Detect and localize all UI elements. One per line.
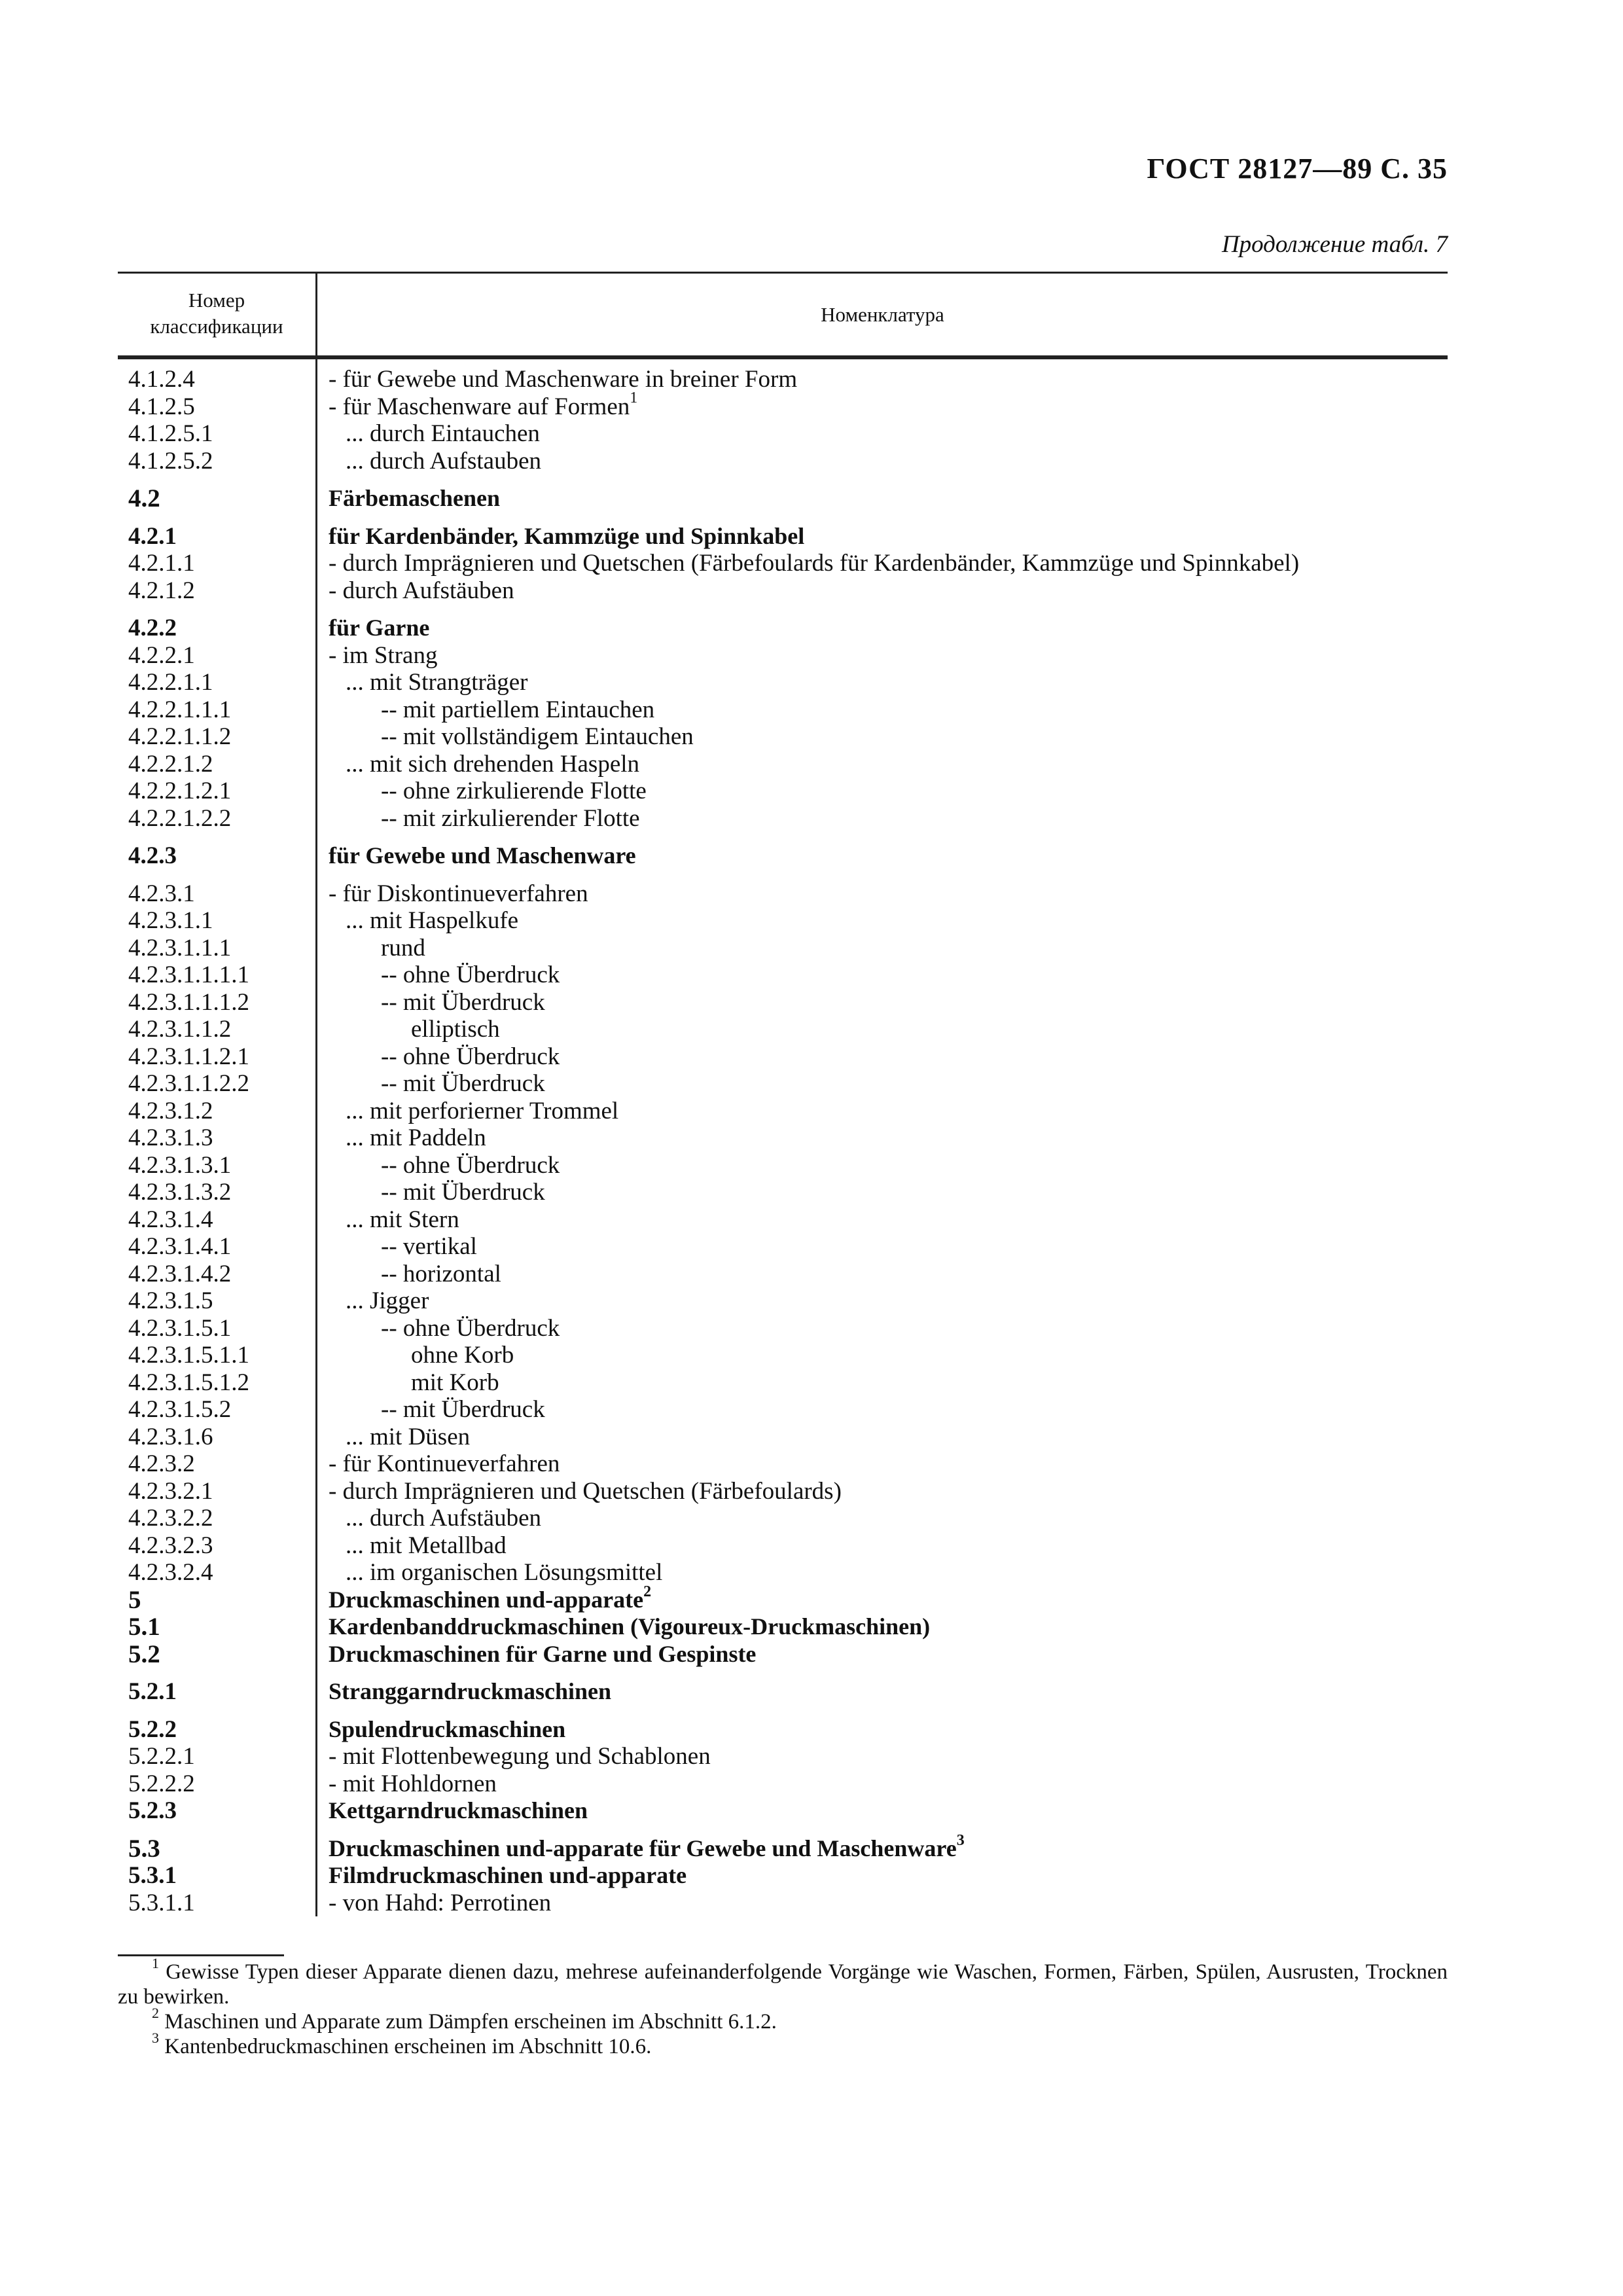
row-spacer (118, 475, 315, 485)
nomenclature-entry (329, 485, 1448, 512)
classification-number: 5.2.3 (128, 1797, 177, 1824)
nomenclature-entry (329, 1641, 1448, 1668)
nomenclature-text: für Kardenbänder, Kammzüge und Spinnkabel (329, 522, 805, 549)
classification-number: 5.2.2.2 (128, 1770, 195, 1797)
nomenclature-entry (329, 577, 1448, 605)
row-spacer (329, 1825, 1448, 1835)
nomenclature-entry (329, 1016, 1448, 1043)
footnotes (118, 1955, 1448, 2059)
classification-number: 4.2.3.1.1.2.1 (128, 1043, 249, 1070)
footnote-divider (118, 1954, 284, 1956)
nomenclature-text: - mit Hohldornen (329, 1770, 497, 1797)
classification-number: 4.2.3.1.5.1.1 (128, 1342, 249, 1369)
nomenclature-entry (329, 1862, 1448, 1890)
nomenclature-entry (329, 935, 1448, 962)
nomenclature-entry (329, 1613, 1448, 1641)
nomenclature-text: -- mit Überdruck (381, 1396, 545, 1423)
classification-number: 4.2.3.1.5 (128, 1287, 213, 1314)
classification-number: 4.2.2.1.2.1 (128, 778, 232, 804)
nomenclature-text: - für Kontinueverfahren (329, 1450, 560, 1477)
nomenclature-entry (329, 1315, 1448, 1342)
nomenclature-entry (329, 1450, 1448, 1478)
classification-number: 4.2.2.1.2.2 (128, 804, 232, 832)
nomenclature-entry (329, 642, 1448, 670)
nomenclature-text: - durch Imprägnieren und Quetschen (Färbefoulards) (329, 1477, 842, 1505)
row-spacer (118, 512, 315, 523)
classification-number: 5 (128, 1585, 141, 1614)
classification-number: 4.2.3.2.4 (128, 1559, 213, 1586)
nomenclature-text: ... mit sich drehenden Haspeln (346, 750, 640, 778)
nomenclature-text: ... mit Metallbad (346, 1532, 507, 1559)
nomenclature-entry (329, 615, 1448, 642)
nomenclature-entry (329, 1831, 1448, 1863)
nomenclature-entry (329, 448, 1448, 475)
nomenclature-entry (329, 1678, 1448, 1706)
nomenclature-entry (329, 550, 1448, 577)
nomenclature-text: -- mit vollständigem Eintauchen (381, 723, 694, 750)
footnote (118, 2005, 1448, 2034)
nomenclature-text: Färbemaschenen (329, 485, 500, 511)
nomenclature-entry (329, 907, 1448, 935)
row-spacer (329, 475, 1448, 485)
nomenclature-entry (329, 1070, 1448, 1098)
nomenclature-text: - durch Imprägnieren und Quetschen (Färbefoulards für Kardenbänder, Kammzüge und Spinnkabel) (329, 550, 1300, 577)
classification-number: 4.2.1 (128, 522, 177, 550)
nomenclature-entry (329, 389, 1448, 421)
nomenclature-text: rund (381, 934, 425, 961)
nomenclature-text: ... mit Düsen (346, 1423, 471, 1450)
nomenclature-text: Stranggarndruckmaschinen (329, 1678, 612, 1704)
nomenclature-text: - für Gewebe und Maschenware in breiner Form (329, 366, 798, 393)
classification-number: 4.2.3.1.6 (128, 1423, 213, 1450)
nomenclature-text: Druckmaschinen und-apparate für Gewebe und Maschenware (329, 1835, 957, 1861)
nomenclature-entry (329, 420, 1448, 448)
classification-number: 5.2.2.1 (128, 1743, 195, 1770)
nomenclature-entry (329, 1424, 1448, 1451)
nomenclature-text: - von Hahd: Perrotinen (329, 1889, 552, 1916)
nomenclature-text: -- ohne Überdruck (381, 1314, 560, 1342)
table-continuation-label: Продолжение табл. 7 (1221, 231, 1448, 258)
classification-table (118, 272, 1448, 1916)
classification-number: 4.2.3.1.5.1 (128, 1314, 232, 1342)
nomenclature-entry (329, 751, 1448, 778)
nomenclature-entry (329, 1342, 1448, 1369)
nomenclature-entry (329, 842, 1448, 870)
row-spacer (118, 1668, 315, 1678)
classification-number: 4.2.1.1 (128, 550, 195, 577)
classification-number: 4.2.3.1.1 (128, 907, 213, 934)
row-spacer (118, 604, 315, 615)
nomenclature-text: - für Diskontinueverfahren (329, 880, 588, 907)
number-column (118, 359, 317, 1916)
classification-number: 4.2.2.1.1.2 (128, 723, 232, 750)
classification-number: 4.2.3.1.3.1 (128, 1151, 232, 1179)
classification-number: 4.2.1.2 (128, 577, 195, 604)
footnote-reference: 1 (630, 389, 638, 407)
nomenclature-text: -- horizontal (381, 1260, 501, 1287)
nomenclature-text: - für Maschenware auf Formen (329, 393, 630, 420)
column-header-number-line2: классификации (150, 314, 283, 338)
classification-number: 4.1.2.5.1 (128, 420, 213, 447)
nomenclature-entry (329, 1179, 1448, 1206)
classification-number: 5.3.1 (128, 1862, 177, 1889)
footnote-mark: 3 (152, 2030, 159, 2046)
nomenclature-text: ... mit Paddeln (346, 1124, 486, 1151)
row-spacer (118, 1706, 315, 1716)
classification-number: 4.2.3.1.5.1.2 (128, 1369, 249, 1396)
nomenclature-entry (329, 1206, 1448, 1234)
classification-number: 4.2.3.1.4.2 (128, 1260, 232, 1287)
footnote (118, 1955, 1448, 2009)
classification-number: 4.2.3.2.2 (128, 1505, 213, 1532)
nomenclature-text: ... mit Stern (346, 1206, 459, 1233)
nomenclature-entry (329, 1478, 1448, 1505)
nomenclature-entry (329, 1396, 1448, 1424)
row-spacer (329, 512, 1448, 523)
nomenclature-text: ... durch Eintauchen (346, 420, 540, 447)
nomenclature-entry (329, 1505, 1448, 1532)
nomenclature-entry (329, 1532, 1448, 1560)
nomenclature-text: Kardenbanddruckmaschinen (Vigoureux-Druckmaschinen) (329, 1613, 931, 1640)
classification-number: 4.2.3.1.3 (128, 1124, 213, 1151)
nomenclature-entry (329, 1716, 1448, 1744)
nomenclature-entry (329, 366, 1448, 393)
nomenclature-text: -- mit Überdruck (381, 1179, 545, 1206)
row-spacer (118, 870, 315, 880)
column-header-nomenclature: Номенклатура (821, 302, 944, 326)
row-spacer (118, 832, 315, 842)
footnote (118, 2030, 1448, 2059)
nomenclature-entry (329, 1152, 1448, 1179)
column-header-number (118, 274, 317, 355)
classification-number: 5.2.1 (128, 1678, 177, 1705)
nomenclature-entry (329, 1369, 1448, 1397)
nomenclature-text: für Gewebe und Maschenware (329, 842, 636, 869)
nomenclature-text: ... Jigger (346, 1287, 429, 1314)
nomenclature-text: für Garne (329, 615, 430, 641)
classification-number: 4.2.3.1.1.1.2 (128, 988, 249, 1016)
nomenclature-text: -- vertikal (381, 1233, 477, 1260)
page-header: ГОСТ 28127—89 С. 35 (1147, 152, 1448, 185)
classification-number: 4.2.3.1.1.1 (128, 934, 232, 961)
classification-number: 4.2.3.1.3.2 (128, 1179, 232, 1206)
classification-number: 4.2.2.1.2 (128, 750, 213, 778)
nomenclature-text: -- mit partiellem Eintauchen (381, 696, 655, 723)
nomenclature-text: ... durch Aufstäuben (346, 1505, 542, 1532)
nomenclature-text: elliptisch (411, 1016, 500, 1043)
footnote-text: Gewisse Typen dieser Apparate dienen dazu, mehrese aufeinanderfolgende Vorgänge wie Waschen, Formen, Färben, Spülen, Ausrusten, Trocknen zu bewirken. (118, 1960, 1448, 2009)
nomenclature-entry (329, 1233, 1448, 1261)
nomenclature-text: Druckmaschinen und-apparate (329, 1586, 644, 1613)
nomenclature-text: Druckmaschinen für Garne und Gespinste (329, 1640, 757, 1667)
nomenclature-entry (329, 1098, 1448, 1125)
classification-number: 4.1.2.5.2 (128, 447, 213, 475)
classification-number: 5.3 (128, 1834, 160, 1863)
classification-number: 4.2.2.1 (128, 641, 195, 669)
footnote-reference: 2 (643, 1583, 652, 1600)
footnote-mark: 2 (152, 2005, 159, 2021)
classification-number: 4.2.2.1.1 (128, 669, 213, 696)
nomenclature-column (317, 359, 1448, 1916)
footnote-text: Kantenbedruckmaschinen erscheinen im Abschnitt 10.6. (164, 2035, 652, 2058)
nomenclature-entry (329, 723, 1448, 751)
nomenclature-text: mit Korb (411, 1369, 499, 1396)
classification-number: 4.2.3.1.5.2 (128, 1396, 232, 1423)
classification-number: 4.2.3.1.2 (128, 1097, 213, 1124)
table-body (118, 359, 1448, 1916)
nomenclature-entry (329, 696, 1448, 724)
nomenclature-text: -- ohne zirkulierende Flotte (381, 778, 647, 804)
nomenclature-entry (329, 1890, 1448, 1917)
row-spacer (329, 870, 1448, 880)
classification-number: 4.1.2.4 (128, 366, 195, 393)
nomenclature-text: -- ohne Überdruck (381, 1151, 560, 1179)
row-spacer (329, 604, 1448, 615)
nomenclature-text: ... mit Haspelkufe (346, 907, 519, 934)
nomenclature-entry (329, 880, 1448, 908)
nomenclature-text: Kettgarndruckmaschinen (329, 1797, 588, 1823)
classification-number: 4.2.2 (128, 615, 177, 641)
nomenclature-text: -- mit Überdruck (381, 988, 545, 1016)
row-spacer (118, 1825, 315, 1835)
classification-number: 4.2.3 (128, 842, 177, 869)
nomenclature-entry (329, 1559, 1448, 1587)
nomenclature-entry (329, 1743, 1448, 1770)
nomenclature-entry (329, 961, 1448, 989)
classification-number: 4.2.3.1.4.1 (128, 1233, 232, 1260)
classification-number: 5.2 (128, 1640, 160, 1668)
nomenclature-entry (329, 1770, 1448, 1798)
classification-number: 4.1.2.5 (128, 393, 195, 420)
nomenclature-text: ... durch Aufstauben (346, 447, 542, 475)
nomenclature-entry (329, 1124, 1448, 1152)
row-spacer (329, 832, 1448, 842)
classification-number: 4.2.3.1 (128, 880, 195, 907)
classification-number: 4.2.3.1.1.2 (128, 1016, 232, 1043)
table-header (118, 272, 1448, 359)
nomenclature-entry (329, 669, 1448, 696)
classification-number: 4.2.3.2.3 (128, 1532, 213, 1559)
row-spacer (329, 1668, 1448, 1678)
nomenclature-text: Spulendruckmaschinen (329, 1715, 566, 1742)
classification-number: 5.1 (128, 1613, 160, 1641)
nomenclature-text: -- mit Überdruck (381, 1070, 545, 1097)
classification-number: 5.2.2 (128, 1715, 177, 1743)
classification-number: 4.2.3.1.1.1.1 (128, 961, 249, 988)
classification-number: 4.2.3.2 (128, 1450, 195, 1477)
nomenclature-text: - im Strang (329, 641, 438, 669)
nomenclature-entry (329, 989, 1448, 1016)
footnote-text: Maschinen und Apparate zum Dämpfen erscheinen im Abschnitt 6.1.2. (164, 2010, 777, 2034)
nomenclature-text: - durch Aufstäuben (329, 577, 514, 604)
nomenclature-entry (329, 1043, 1448, 1071)
classification-number: 4.2 (128, 484, 160, 512)
nomenclature-text: -- ohne Überdruck (381, 1043, 560, 1070)
nomenclature-text: -- ohne Überdruck (381, 961, 560, 988)
nomenclature-text: ohne Korb (411, 1342, 514, 1369)
nomenclature-entry (329, 778, 1448, 805)
nomenclature-text: Filmdruckmaschinen und-apparate (329, 1862, 687, 1888)
nomenclature-entry (329, 1583, 1448, 1614)
footnote-mark: 1 (152, 1955, 159, 1971)
nomenclature-text: ... im organischen Lösungsmittel (346, 1559, 663, 1586)
nomenclature-entry (329, 1261, 1448, 1288)
row-spacer (329, 1706, 1448, 1716)
nomenclature-text: - mit Flottenbewegung und Schablonen (329, 1743, 711, 1770)
nomenclature-text: ... mit perforierner Trommel (346, 1097, 619, 1124)
footnote-reference: 3 (956, 1831, 965, 1849)
nomenclature-text: ... mit Strangträger (346, 669, 528, 696)
nomenclature-entry (329, 523, 1448, 550)
nomenclature-entry (329, 1797, 1448, 1825)
classification-number: 4.2.3.1.1.2.2 (128, 1070, 249, 1097)
column-header-number-line1: Номер (188, 288, 245, 312)
nomenclature-entry (329, 805, 1448, 833)
classification-number: 5.3.1.1 (128, 1889, 195, 1916)
classification-number: 4.2.3.1.4 (128, 1206, 213, 1233)
classification-number: 4.2.3.2.1 (128, 1477, 213, 1505)
classification-number: 4.2.2.1.1.1 (128, 696, 232, 723)
nomenclature-text: -- mit zirkulierender Flotte (381, 804, 640, 832)
nomenclature-entry (329, 1287, 1448, 1315)
